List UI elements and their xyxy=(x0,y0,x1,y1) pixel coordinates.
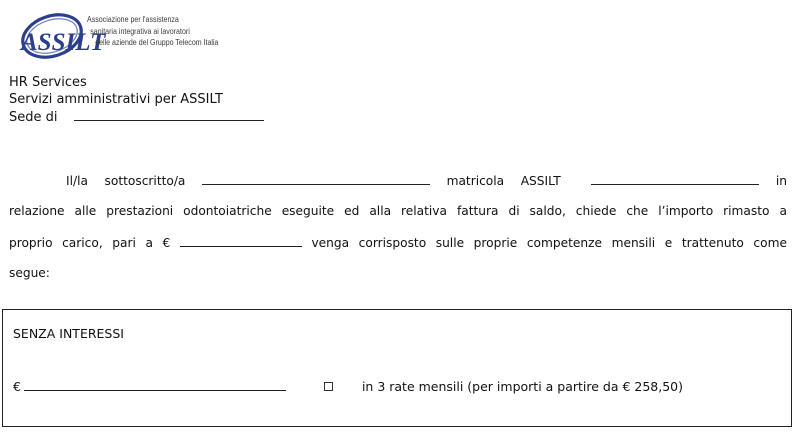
word: trattenuto xyxy=(681,236,744,250)
word: matricola xyxy=(446,174,505,188)
option-row-3-rate xyxy=(13,378,683,394)
word: carico, xyxy=(62,236,103,250)
paragraph-line-3 xyxy=(9,234,787,251)
logo-tagline-line: sanitaria integrativa ai lavoratori xyxy=(90,25,190,36)
word: che xyxy=(626,204,649,218)
word: come xyxy=(753,236,787,250)
payment-option-box xyxy=(2,309,792,427)
word: l’importo xyxy=(658,204,714,218)
currency-symbol: € xyxy=(13,379,21,394)
name-blank-field[interactable] xyxy=(202,172,430,185)
option-label: in 3 rate mensili (per importi a partire da € 258,50) xyxy=(361,379,684,394)
word: a xyxy=(145,236,153,250)
word: odontoiatriche xyxy=(183,204,272,218)
word: corrisposto xyxy=(358,236,427,250)
matricola-blank-field[interactable] xyxy=(591,172,759,185)
word: sulle xyxy=(435,236,465,250)
word: venga xyxy=(311,236,350,250)
word: Il/la xyxy=(66,174,88,188)
word: alla xyxy=(369,204,392,218)
paragraph-line-1 xyxy=(9,172,787,189)
word: prestazioni xyxy=(106,204,174,218)
logo-tagline-line: Associazione per l'assistenza xyxy=(87,14,179,24)
option-heading: SENZA INTERESSI xyxy=(13,326,124,341)
paragraph-line-4 xyxy=(9,265,787,281)
sede-label: Sede di xyxy=(9,110,58,125)
assilt-logo-mark xyxy=(19,10,106,62)
amount-remaining-blank-field[interactable] xyxy=(180,234,302,247)
recipient-line-2: Servizi amministrativi per ASSILT xyxy=(9,91,223,107)
word: mensili xyxy=(611,236,656,250)
word: ed xyxy=(344,204,360,218)
sede-row xyxy=(9,108,264,127)
amount-blank-field[interactable] xyxy=(24,378,286,391)
word: € xyxy=(162,236,171,250)
word: pari xyxy=(112,236,136,250)
recipient-line-1: HR Services xyxy=(9,75,87,90)
word: chiede xyxy=(575,204,617,218)
word: e xyxy=(664,236,673,250)
recipient-address xyxy=(9,75,264,127)
word: competenze xyxy=(526,236,602,250)
word: eseguite xyxy=(281,204,335,218)
paragraph-line-2 xyxy=(9,203,787,219)
word: di xyxy=(508,204,520,218)
logo-wordmark: ASSILT xyxy=(21,29,106,56)
word: ASSILT xyxy=(520,174,561,188)
word: segue: xyxy=(9,266,50,280)
word: rimasto xyxy=(723,204,770,218)
word: alle xyxy=(74,204,97,218)
word: proprio xyxy=(9,236,53,250)
word: proprie xyxy=(473,236,518,250)
sede-blank-field[interactable] xyxy=(74,108,264,121)
word: a xyxy=(779,204,787,218)
word: sottoscritto/a xyxy=(104,174,186,188)
logo-tagline xyxy=(87,14,218,49)
assilt-logo xyxy=(19,10,259,66)
word: relativa xyxy=(401,204,447,218)
word: fattura xyxy=(456,204,499,218)
word: relazione xyxy=(9,204,65,218)
logo-tagline-line: delle aziende del Gruppo Telecom Italia xyxy=(95,37,219,47)
checkbox-3-rate[interactable] xyxy=(324,382,333,391)
word: in xyxy=(775,174,787,188)
word: saldo, xyxy=(529,204,566,218)
